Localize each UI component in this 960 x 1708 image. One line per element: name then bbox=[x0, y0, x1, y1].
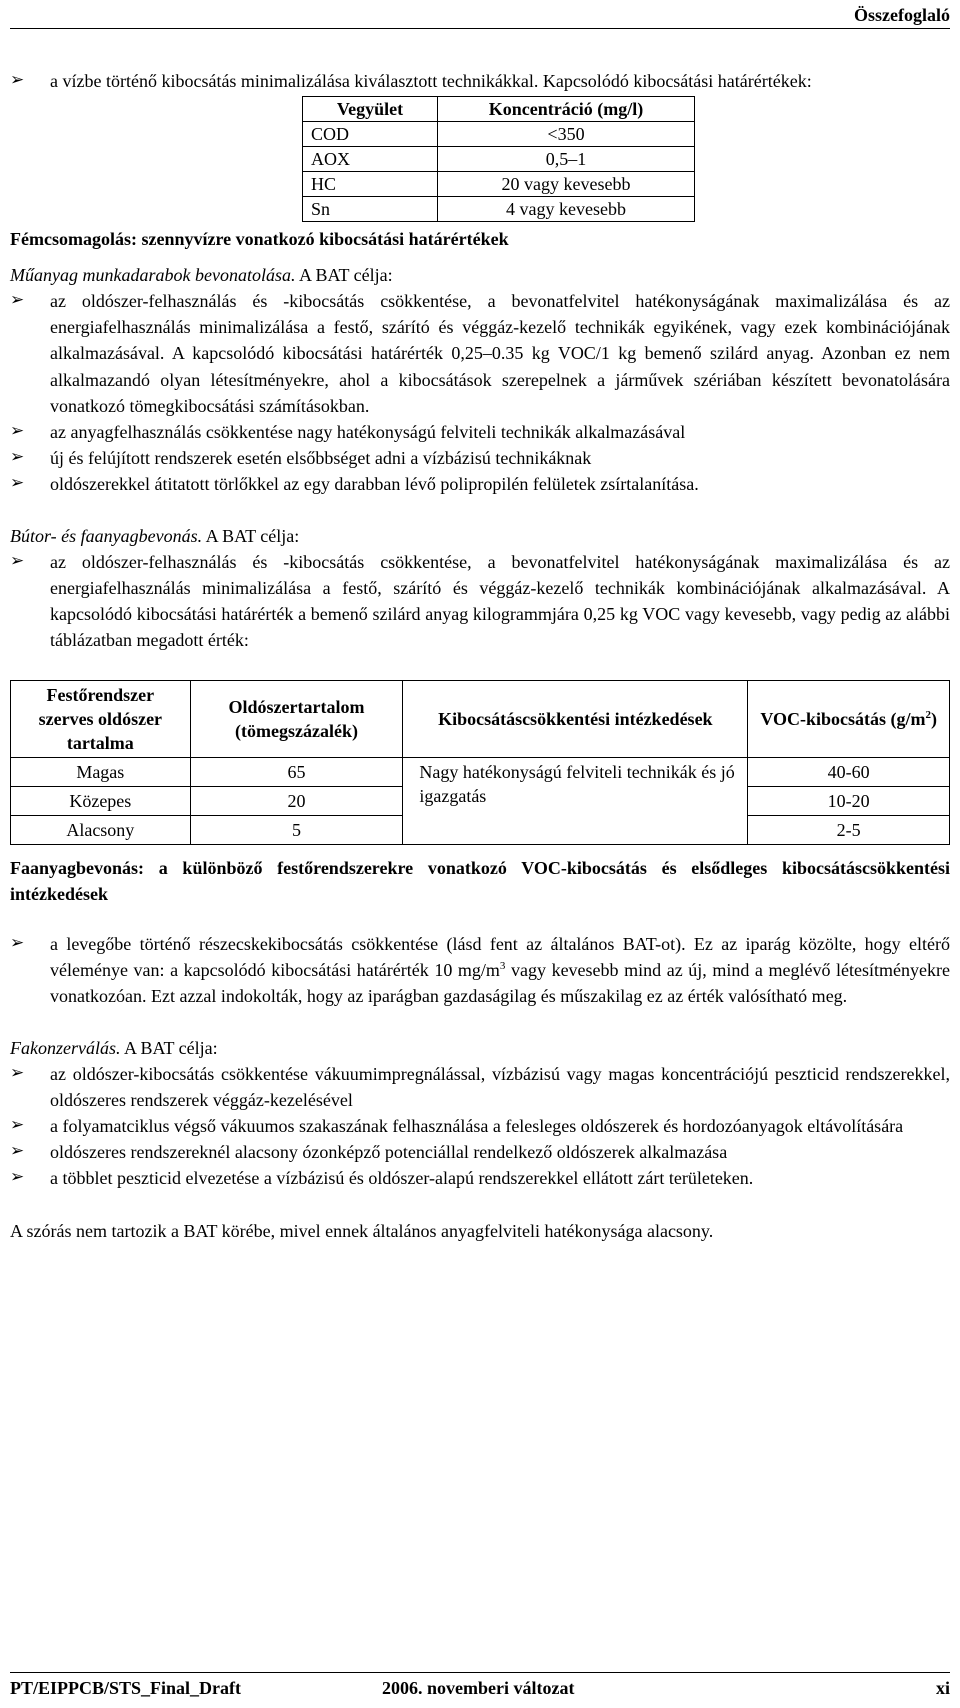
table-cell: 40-60 bbox=[748, 757, 950, 786]
list-item bbox=[10, 931, 950, 1009]
table-cell: 2-5 bbox=[748, 815, 950, 844]
arrowhead-bullet-icon: ➢ bbox=[10, 1167, 25, 1188]
bullet-text-post: vagy kevesebb mind az új, mind a meglévő létesítményekre vonatkozóan. Ezt azzal indokolták, hogy az iparágban gazdaságilag és műszakilag ez az érték valósítható meg. bbox=[50, 959, 950, 1006]
table-caption: Fémcsomagolás: szennyvízre vonatkozó kibocsátási határértékek bbox=[10, 229, 509, 250]
section-title: Bútor- és faanyagbevonás. bbox=[10, 526, 203, 547]
table-cell: Magas bbox=[11, 757, 191, 786]
list-item bbox=[10, 471, 950, 497]
bullet-text: oldószeres rendszereknél alacsony ózonképző potenciállal rendelkező oldószerek alkalmazása bbox=[50, 1142, 728, 1163]
header-voc-emission bbox=[748, 680, 950, 757]
arrowhead-bullet-icon: ➢ bbox=[10, 1115, 25, 1136]
closing-paragraph: A szórás nem tartozik a BAT körébe, mivel ennek általános anyagfelviteli hatékonysága alacsony. bbox=[10, 1220, 714, 1241]
header-paint-system: Festőrendszer szerves oldószer tartalma bbox=[11, 680, 191, 757]
arrowhead-bullet-icon: ➢ bbox=[10, 551, 25, 572]
table-row bbox=[303, 172, 695, 197]
arrowhead-bullet-icon: ➢ bbox=[10, 70, 25, 90]
table-cell: Sn bbox=[303, 197, 438, 222]
table-cell: HC bbox=[303, 172, 438, 197]
list-item bbox=[10, 1113, 950, 1139]
list-item bbox=[10, 1139, 950, 1165]
arrowhead-bullet-icon: ➢ bbox=[10, 290, 25, 311]
bullet-text: a folyamatciklus végső vákuumos szakaszának felhasználása a felesleges oldószerek és hordozóanyagok eltávolítására bbox=[50, 1116, 904, 1137]
bullet-text: új és felújított rendszerek esetén elsőbbséget adni a vízbázisú technikáknak bbox=[50, 447, 592, 468]
table-cell: 5 bbox=[190, 815, 403, 844]
section-goal: A BAT célja: bbox=[295, 265, 393, 286]
bullet-text: az anyagfelhasználás csökkentése nagy hatékonyságú felviteli technikák alkalmazásával bbox=[50, 421, 686, 442]
table-cell: 20 vagy kevesebb bbox=[438, 172, 695, 197]
list-item bbox=[10, 445, 950, 471]
table-row bbox=[303, 197, 695, 222]
table-header-row bbox=[11, 680, 950, 757]
list-item bbox=[10, 1165, 950, 1191]
arrowhead-bullet-icon: ➢ bbox=[10, 446, 25, 467]
section-title: Műanyag munkadarabok bevonatolása. bbox=[10, 265, 296, 286]
table-row bbox=[303, 122, 695, 147]
header-title: Összefoglaló bbox=[854, 5, 950, 25]
bullet-text: az oldószer-felhasználás és -kibocsátás csökkentése, a bevonatfelvitel hatékonyságának maximalizálása és az energiafelhasználás minimalizálása a festő, szárító és véggáz-kezelő technikák kombinációjának alkalmazásával. A kapcsolódó kibocsátási határérték a bemenő szilárd anyag kilogrammjára 0,25 kg VOC vagy kevesebb, vagy pedig az alábbi táblázatban megadott érték: bbox=[50, 552, 950, 651]
voc-emission-table bbox=[10, 680, 950, 845]
arrowhead-bullet-icon: ➢ bbox=[10, 420, 25, 441]
list-item bbox=[10, 288, 950, 418]
header-compound: Vegyület bbox=[303, 97, 438, 122]
table-cell: Közepes bbox=[11, 786, 191, 815]
header-voc-sup: 2 bbox=[925, 708, 931, 721]
list-item bbox=[10, 68, 950, 94]
footer-page-number: xi bbox=[935, 1678, 950, 1698]
table-caption: Faanyagbevonás: a különböző festőrendszerekre vonatkozó VOC-kibocsátás és elsődleges kibocsátáscsökkentési intézkedések bbox=[10, 857, 950, 904]
bullet-text: az oldószer-kibocsátás csökkentése vákuumimpregnálással, vízbázisú vagy magas koncentrációjú peszticid rendszerekkel, oldószeres rendszerek véggáz-kezelésével bbox=[50, 1064, 950, 1111]
bullet-text: a vízbe történő kibocsátás minimalizálása kiválasztott technikákkal. Kapcsolódó kibocsátási határértékek: bbox=[50, 71, 812, 91]
section-goal: A BAT célja: bbox=[202, 526, 300, 547]
table-cell: 20 bbox=[190, 786, 403, 815]
section-goal: A BAT célja: bbox=[120, 1037, 218, 1058]
bullet-text-sup: 3 bbox=[499, 959, 506, 972]
arrowhead-bullet-icon: ➢ bbox=[10, 1063, 25, 1084]
section-heading bbox=[10, 262, 950, 288]
bullet-text: az oldószer-felhasználás és -kibocsátás csökkentése, a bevonatfelvitel hatékonyságának maximalizálása és az energiafelhasználás minimalizálása a festő, szárító és véggáz-kezelő technikák egyikének, vagy ezek kombinációjának alkalmazásával. A kapcsolódó kibocsátási határérték 0,25–0.35 kg VOC/1 kg bemenő szilárd anyag. Azonban ez nem alkalmazandó olyan létesítményekre, ahol a kibocsátások szerepelnek a járművek szériában készített bevonatolására vonatkozó tömegkibocsátási számításokban. bbox=[50, 291, 950, 416]
table-cell: <350 bbox=[438, 122, 695, 147]
table-cell: COD bbox=[303, 122, 438, 147]
table-cell: Nagy hatékonyságú felviteli technikák és jó igazgatás bbox=[403, 757, 748, 844]
table-cell: Alacsony bbox=[11, 815, 191, 844]
bullet-text-pre: a levegőbe történő részecskekibocsátás csökkentése (lásd fent az általános BAT-ot). Ez az iparág közölte, hogy eltérő véleménye van: a kapcsolódó kibocsátási határérték 10 mg/m bbox=[50, 933, 950, 980]
header-voc-end: ) bbox=[930, 708, 937, 729]
page-content bbox=[10, 68, 950, 1244]
header-solvent-content: Oldószertartalom (tömegszázalék) bbox=[190, 680, 403, 757]
section-heading bbox=[10, 1035, 950, 1061]
list-item bbox=[10, 419, 950, 445]
header-voc-text: VOC-kibocsátás (g/m bbox=[760, 708, 926, 729]
arrowhead-bullet-icon: ➢ bbox=[10, 472, 25, 493]
section-heading bbox=[10, 523, 950, 549]
header-concentration: Koncentráció (mg/l) bbox=[438, 97, 695, 122]
table-header-row bbox=[303, 97, 695, 122]
bullet-text: a többlet peszticid elvezetése a vízbázisú és oldószer-alapú rendszerekkel ellátott zárt területeken. bbox=[50, 1168, 754, 1189]
table-cell: 4 vagy kevesebb bbox=[438, 197, 695, 222]
table-cell: 0,5–1 bbox=[438, 147, 695, 172]
header-reduction-measures: Kibocsátáscsökkentési intézkedések bbox=[403, 680, 748, 757]
arrowhead-bullet-icon: ➢ bbox=[10, 932, 25, 953]
table-row bbox=[11, 757, 950, 786]
table-cell: AOX bbox=[303, 147, 438, 172]
footer-version: 2006. novemberi változat bbox=[382, 1678, 575, 1698]
section-title: Fakonzerválás. bbox=[10, 1037, 121, 1058]
table-cell: 10-20 bbox=[748, 786, 950, 815]
page-footer bbox=[10, 1672, 950, 1698]
page-header bbox=[10, 2, 950, 29]
list-item bbox=[10, 549, 950, 653]
footer-doc-id: PT/EIPPCB/STS_Final_Draft bbox=[10, 1678, 242, 1698]
table-row bbox=[303, 147, 695, 172]
arrowhead-bullet-icon: ➢ bbox=[10, 1141, 25, 1162]
bullet-text: oldószerekkel átitatott törlőkkel az egy darabban lévő polipropilén felületek zsírtalanítása. bbox=[50, 473, 699, 494]
list-item bbox=[10, 1061, 950, 1113]
emission-limits-table bbox=[302, 96, 695, 222]
table-cell: 65 bbox=[190, 757, 403, 786]
